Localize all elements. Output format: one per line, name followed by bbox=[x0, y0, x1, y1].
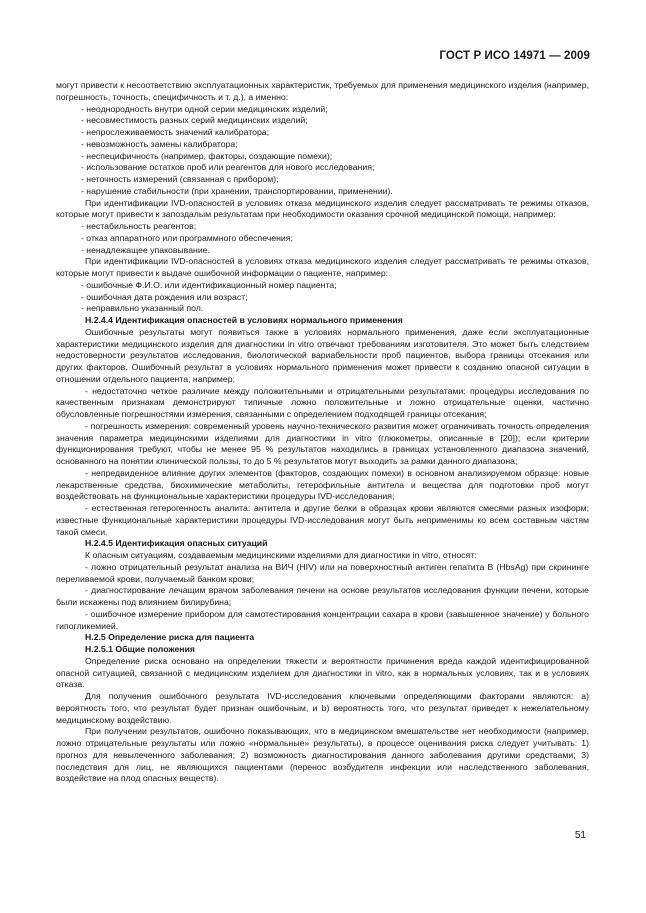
list-item: - неоднородность внутри одной серии медицинских изделий; bbox=[81, 103, 328, 114]
paragraph: Ошибочные результаты могут появиться также в условиях нормального применения, даже если эксплуатационные характеристики медицинского изделия для диагностики in vitro отвечают требованиям изготовителя. Это может быть следствием недостоверности результатов исследования, биологической вариабельности проб пациентов, выбора границы отсекания или других факторов. Ошибочный результат в условиях нормального применения может привести к созданию опасной ситуации в отношении отдельного пациента, например: bbox=[56, 326, 589, 384]
list-item: - ошибочная дата рождения или возраст; bbox=[81, 291, 248, 302]
standard-header: ГОСТ Р ИСО 14971 — 2009 bbox=[439, 50, 590, 62]
list-item: - ненадлежащее упаковывание. bbox=[81, 244, 210, 255]
paragraph: - погрешность измерения: современный уровень научно-технического развития может ограничивать точность определения значения параметра медицинскими изделиями для диагностики in vitro (глюкометры, описанные в [20]); если критерии функционирования требуют, чтобы не менее 95 % результатов находились в границах установленного диапазона значений, основанного на понятии клинической пользы, то до 5 % результатов могут выходить за рамки данного диапазона; bbox=[56, 420, 589, 466]
list-item: - нестабильность реагентов; bbox=[81, 221, 197, 231]
paragraph: - ошибочное измерение прибором для самотестирования концентрации сахара в крови (завышенное значение) у больного гипогликемией. bbox=[56, 608, 589, 631]
document-body bbox=[56, 80, 589, 785]
paragraph: - естественная гетерогенность аналита: антитела и другие белки в образцах крови являются смесями разных изоформ; известные функциональные характеристики процедуры IVD-исследования могут быть неприменимы ко всем составным частям такой смеси. bbox=[56, 503, 589, 537]
section-heading: H.2.4.5 Идентификация опасных ситуаций bbox=[85, 538, 268, 549]
list-item: - неточность измерений (связанная с прибором); bbox=[81, 174, 279, 184]
section-heading: H.2.5.1 Общие положения bbox=[85, 644, 195, 654]
list-item: - ошибочные Ф.И.О. или идентификационный номер пациента; bbox=[81, 279, 337, 290]
list-item: - отказ аппаратного или программного обеспечения; bbox=[81, 232, 293, 243]
list-item: - непрослеживаемость значений калибратора; bbox=[81, 127, 270, 137]
list-item: - нарушение стабильности (при хранении, транспортировании, применении). bbox=[81, 185, 393, 196]
section-heading: H.2.4.4 Идентификация опасностей в условиях нормального применения bbox=[85, 315, 403, 325]
paragraph: К опасным ситуациям, создаваемым медицинскими изделиями для диагностики in vitro, относят: bbox=[85, 550, 477, 560]
list-item: - неспецифичность (например, факторы, создающие помехи); bbox=[81, 150, 333, 161]
paragraph: - недостаточно четкое различие между положительными и отрицательными результатами: процедуры исследования по качественным признакам демонстрируют типичные ложно положительные и ложно отрицательные оценки, частично обусловленные погрешностями измерения, связанными с определением подходящей границы отсекания; bbox=[56, 385, 589, 419]
list-item: - несовместимость разных серий медицинских изделий; bbox=[81, 115, 308, 126]
list-item: - использование остатков проб или реагентов для нового исследования; bbox=[81, 162, 375, 173]
page-number: 51 bbox=[574, 830, 586, 841]
paragraph: При получении результатов, ошибочно показывающих, что в медицинском вмешательстве нет необходимости (например, ложно отрицательные результаты или ложно «нормальные» результаты), в процессе оценивания риска следует учитывать: 1) прогноз для невылеченного заболевания; 2) возможность диагностирования данного заболевания другими средствами; 3) последствия для лиц, не являющихся пациентами (перенос возбудителя инфекции или наследственного заболевания, воздействие на плод опасных веществ). bbox=[56, 726, 589, 784]
paragraph: При идентификации IVD-опасностей в условиях отказа медицинского изделия следует рассматривать те режимы отказов, которые могут привести к запоздалым результатам при необходимости оказания срочной медицинской помощи, например: bbox=[56, 197, 589, 220]
paragraph-continuation: могут привести к несоответствию эксплуатационных характеристик, требуемых для применения медицинского изделия (например, погрешность, точность, специфичность и т. д.), а именно: bbox=[56, 80, 589, 102]
paragraph: - диагностирование лечащим врачом заболевания печени на основе результатов исследования функции печени, которые были искажены под влиянием билирубина; bbox=[56, 585, 589, 607]
paragraph: - непредвиденное влияние других элементов (факторов, создающих помехи) в основном анализируемом образце: новые лекарственные средства, биохимические метаболиты, гетерофильные антитела и вещества для подготовки проб могут воздействовать на функциональные характеристики процедуры IVD-исследования; bbox=[56, 467, 589, 502]
list-item: - неправильно указанный пол. bbox=[81, 303, 204, 314]
paragraph: При идентификации IVD-опасностей в условиях отказа медицинского изделия следует рассматривать те режимы отказов, которые могут привести к выдаче ошибочной информации о пациенте, например: bbox=[56, 256, 589, 278]
section-heading: H.2.5 Определение риска для пациента bbox=[85, 632, 255, 643]
paragraph: Для получения ошибочного результата IVD-исследования ключевыми определяющими факторами являются: а) вероятность того, что результат будет признан ошибочным, и b) вероятность того, что результат приведет к нежелательному медицинскому воздействию. bbox=[56, 691, 589, 725]
list-item: - невозможность замены калибратора; bbox=[81, 138, 238, 149]
paragraph: - ложно отрицательный результат анализа на ВИЧ (HIV) или на поверхностный антиген гепатита В (HbsAg) при скрининге переливаемой крови, получаемый банком крови; bbox=[56, 561, 589, 584]
paragraph: Определение риска основано на определении тяжести и вероятности причинения вреда каждой идентифицированной опасной ситуацией, связанной с медицинским изделием для диагностики in vitro, как в нормальных условиях, так и в условиях отказа. bbox=[56, 655, 589, 690]
